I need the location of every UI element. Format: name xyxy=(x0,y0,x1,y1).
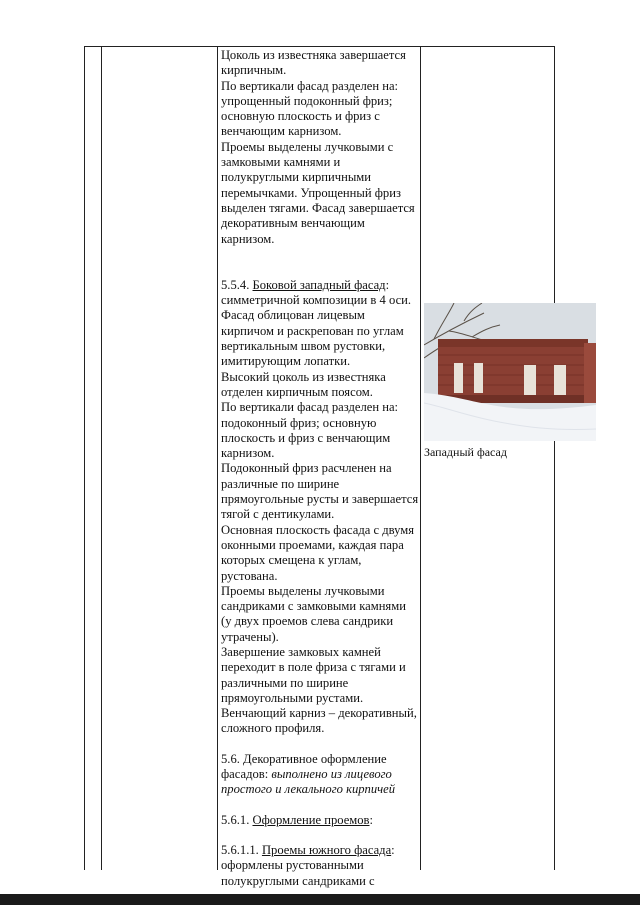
photo-window xyxy=(554,365,566,395)
west-facade-number: 5.5.4. xyxy=(221,277,250,292)
west-facade-paragraph: Высокий цоколь из известняка отделен кирпичным поясом. xyxy=(221,369,386,399)
west-facade-paragraph: Завершение замковых камней переходит в поле фриза с тягами и различными по ширине прямоугольными рустами. xyxy=(221,644,406,705)
photo-caption: Западный фасад xyxy=(424,445,507,459)
openings-number: 5.6.1. xyxy=(221,812,253,827)
west-facade-title-tail: : симметричной композиции в 4 оси. xyxy=(221,277,412,308)
openings-section xyxy=(221,813,419,828)
west-facade-paragraph: Венчающий карниз – декоративный, сложного профиля. xyxy=(221,706,417,736)
south-openings-section xyxy=(221,843,419,889)
description-column xyxy=(221,48,419,889)
photo-window xyxy=(474,363,483,393)
openings-title: Оформление проемов xyxy=(252,812,370,827)
intro-line-3: Проемы выделены лучковыми с замковыми камнями и полукруглыми кирпичными перемычками. Упрощенный фриз выделен тягами. Фасад завершается декоративным венчающим карнизом. xyxy=(221,139,415,246)
photo-side-wall xyxy=(584,343,596,403)
scan-bottom-edge xyxy=(0,894,640,905)
table-column-divider-3 xyxy=(420,46,421,870)
decor-lead: 5.6. Декоративное оформление фасадов: xyxy=(221,751,387,782)
south-openings-title: Проемы южного фасада xyxy=(261,842,392,857)
intro-line-2: По вертикали фасад разделен на: упрощенный подоконный фриз; основную плоскость и фриз с венчающим карнизом. xyxy=(221,78,399,139)
photo-window xyxy=(524,365,536,395)
table-left-border xyxy=(84,46,85,870)
west-facade-paragraph: Фасад облицован лицевым кирпичом и раскрепован по углам вертикальным швом рустовки, имитирующим лопатки. xyxy=(221,308,404,369)
west-facade-title: Боковой западный фасад xyxy=(252,277,386,292)
decor-material: выполнено из лицевого простого и лекального кирпичей xyxy=(221,767,396,797)
photo-cornice xyxy=(438,339,588,347)
table-column-divider-1 xyxy=(101,46,102,870)
table-column-divider-2 xyxy=(217,46,218,870)
west-facade-paragraph: Подоконный фриз расчленен на различные по ширине прямоугольные русты и завершается тягой с дентикулами. xyxy=(221,461,419,522)
south-openings-tail: : оформлены рустованными полукруглыми сандриками с xyxy=(221,842,395,888)
west-facade-paragraph: Проемы выделены лучковыми сандриками с замковыми камнями (у двух проемов слева сандрики утрачены). xyxy=(221,583,406,644)
west-facade-paragraph: Основная плоскость фасада с двумя оконными проемами, каждая пара которых смещена к углам, рустована. xyxy=(221,522,415,583)
table-top-border xyxy=(84,46,555,47)
decor-section xyxy=(221,752,419,798)
west-facade-paragraph: По вертикали фасад разделен на: подоконный фриз; основную плоскость и фриз с венчающим карнизом. xyxy=(221,400,399,461)
intro-line-1: Цоколь из известняка завершается кирпичным. xyxy=(221,48,406,78)
openings-tail: : xyxy=(369,812,373,827)
photo-window xyxy=(454,363,463,393)
west-facade-photo-drawing xyxy=(424,303,596,441)
west-facade-photo xyxy=(424,303,596,441)
south-openings-number: 5.6.1.1. xyxy=(221,842,262,857)
west-facade-heading xyxy=(221,278,419,309)
